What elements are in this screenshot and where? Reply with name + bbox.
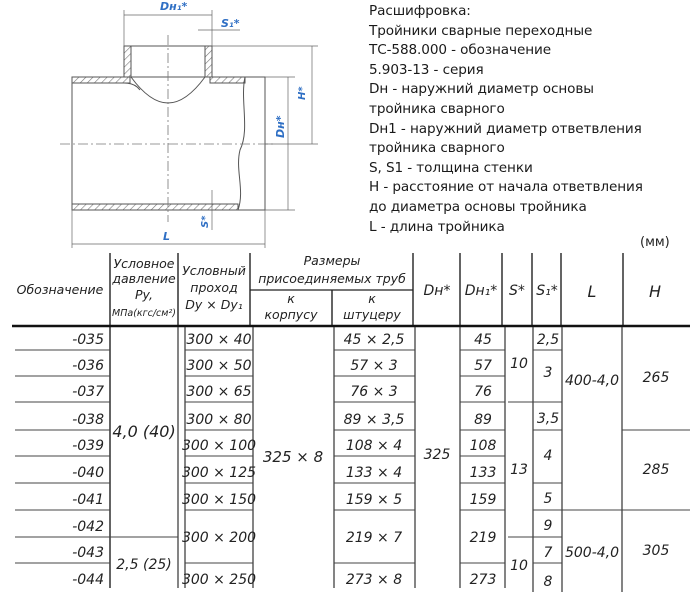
cell-s1: 2,5 xyxy=(536,332,560,348)
cell-passage: 300 × 80 xyxy=(186,412,252,428)
header-s1: S₁* xyxy=(536,283,558,299)
cell-designation: -035 xyxy=(72,332,104,348)
cell-dn1: 273 xyxy=(469,572,497,588)
legend-line: до диаметра основы тройника xyxy=(369,198,587,215)
cell-branch-pipe: 159 × 5 xyxy=(345,492,403,508)
cell-branch-pipe: 133 × 4 xyxy=(345,465,403,481)
header-pressure-2: давление xyxy=(112,271,176,286)
cell-s: 13 xyxy=(510,462,528,478)
cell-dn1: 76 xyxy=(474,384,492,400)
header-h: H xyxy=(648,282,662,301)
cell-s: 10 xyxy=(510,356,528,372)
cell-h: 305 xyxy=(642,543,670,559)
cell-dn1: 108 xyxy=(469,438,497,454)
cell-designation: -036 xyxy=(72,358,104,374)
cell-h: 265 xyxy=(642,370,670,386)
cell-h: 285 xyxy=(642,462,670,478)
header-branch-2: штуцеру xyxy=(343,307,401,322)
cell-designation: -038 xyxy=(72,412,104,428)
label-branch-wall: S₁* xyxy=(221,17,240,30)
cell-pressure: 4,0 (40) xyxy=(112,422,176,441)
header-pressure-3: Py, xyxy=(135,287,153,302)
cell-branch-pipe: 89 × 3,5 xyxy=(343,412,405,428)
cell-passage: 300 × 100 xyxy=(181,438,257,454)
header-pressure-1: Условное xyxy=(113,256,175,271)
header-s: S* xyxy=(509,283,525,299)
cell-dn1: 133 xyxy=(469,465,497,481)
cell-s: 10 xyxy=(510,558,528,574)
legend-line: тройника сварного xyxy=(369,100,505,117)
cell-passage: 300 × 150 xyxy=(181,492,257,508)
cell-branch-pipe: 45 × 2,5 xyxy=(343,332,405,348)
label-main-diameter: Dн* xyxy=(274,115,287,138)
label-height: H* xyxy=(297,86,308,100)
cell-l: 500-4,0 xyxy=(564,545,620,561)
cell-s1: 5 xyxy=(543,491,553,507)
cell-designation: -039 xyxy=(72,438,104,454)
legend-line: ТС-588.000 - обозначение xyxy=(369,42,552,59)
header-branch-1: к xyxy=(368,291,376,306)
label-main-wall: S* xyxy=(200,215,211,228)
units-label: (мм) xyxy=(640,235,670,250)
legend-line: 5.903-13 - серия xyxy=(369,61,484,78)
legend-line: S, S1 - толщина стенки xyxy=(369,159,533,176)
cell-dn1: 159 xyxy=(469,492,497,508)
cell-body-pipe: 325 × 8 xyxy=(262,448,324,466)
cell-dn1: 57 xyxy=(474,358,492,374)
header-body-1: к xyxy=(287,291,295,306)
cell-passage: 300 × 250 xyxy=(181,572,257,588)
cell-passage: 300 × 50 xyxy=(186,358,252,374)
header-passage-3: Dy × Dy₁ xyxy=(185,297,243,312)
cell-passage: 300 × 40 xyxy=(186,332,252,348)
header-l: L xyxy=(587,282,597,301)
legend-line: Dн1 - наружний диаметр ответвления xyxy=(369,120,642,137)
cell-passage: 300 × 65 xyxy=(186,384,252,400)
legend-line: Тройники сварные переходные xyxy=(369,22,593,39)
cell-dn1: 89 xyxy=(474,412,492,428)
cell-dn1: 219 xyxy=(469,530,497,546)
legend-line: H - расстояние от начала ответвления xyxy=(369,179,643,196)
legend-line: L - длина тройника xyxy=(369,218,505,235)
cell-s1: 7 xyxy=(543,545,553,561)
legend-line: Расшифровка: xyxy=(369,3,471,19)
cell-designation: -040 xyxy=(72,465,104,481)
legend-line: тройника сварного xyxy=(369,140,505,157)
label-branch-diameter: Dн₁* xyxy=(160,0,188,13)
cell-passage: 300 × 125 xyxy=(181,465,257,481)
legend-line: Dн - наружний диаметр основы xyxy=(369,81,594,98)
label-length: L xyxy=(163,230,171,243)
header-dn: Dн* xyxy=(423,283,451,299)
header-passage-2: проход xyxy=(190,280,238,295)
cell-s1: 4 xyxy=(543,448,553,464)
cell-branch-pipe: 219 × 7 xyxy=(345,530,403,546)
cell-designation: -041 xyxy=(72,492,104,508)
cell-designation: -044 xyxy=(72,572,104,588)
header-designation: Обозначение xyxy=(16,282,104,297)
cell-branch-pipe: 57 × 3 xyxy=(350,358,398,374)
cell-designation: -042 xyxy=(72,519,104,535)
header-passage-1: Условный xyxy=(182,263,246,278)
cell-s1: 8 xyxy=(543,574,553,590)
cell-branch-pipe: 76 × 3 xyxy=(350,384,398,400)
header-pressure-4: МПа(кгс/см²) xyxy=(112,308,176,319)
cell-dn1: 45 xyxy=(474,332,492,348)
cell-branch-pipe: 108 × 4 xyxy=(345,438,403,454)
cell-pressure: 2,5 (25) xyxy=(116,557,172,573)
header-dn1: Dн₁* xyxy=(464,283,498,299)
header-pipes-1: Размеры xyxy=(303,253,361,268)
cell-s1: 3 xyxy=(543,365,553,381)
cell-s1: 9 xyxy=(543,518,553,534)
header-body-2: корпусу xyxy=(264,307,318,322)
cell-dn: 325 xyxy=(423,447,451,463)
cell-designation: -037 xyxy=(72,384,104,400)
cell-passage: 300 × 200 xyxy=(181,530,257,546)
cell-l: 400-4,0 xyxy=(564,373,620,389)
header-pipes-2: присоединяемых труб xyxy=(258,271,406,286)
cell-designation: -043 xyxy=(72,545,104,561)
cell-branch-pipe: 273 × 8 xyxy=(345,572,403,588)
cell-s1: 3,5 xyxy=(536,411,560,427)
